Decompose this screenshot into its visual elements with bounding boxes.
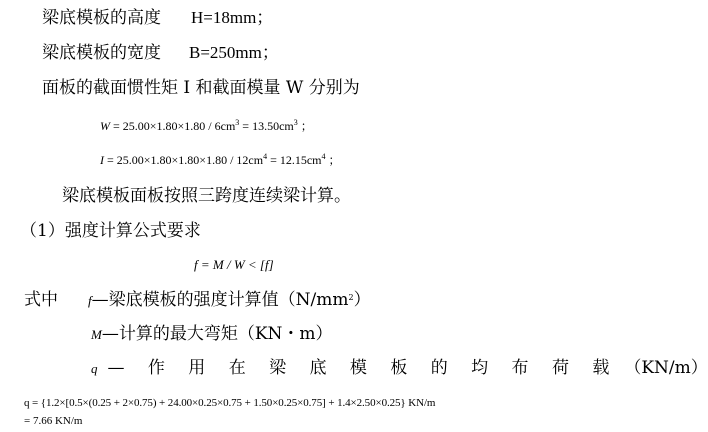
formula-W-res-exp: 3 xyxy=(293,118,298,127)
width-value: B=250mm； xyxy=(189,43,279,62)
where-f-line xyxy=(24,290,371,311)
q-formula-line1: q = {1.2×[0.5×(0.25 + 2×0.75) + 24.00×0.25×0.75 + 1.50×0.25×0.75] + 1.4×2.50×0.25} KN/m xyxy=(24,397,436,409)
f-desc-end: ） xyxy=(353,290,371,310)
f-desc-sup: 2 xyxy=(348,293,354,302)
strength-formula: f = M / W < [f] xyxy=(194,257,274,272)
formula-W xyxy=(100,119,313,133)
M-symbol: M xyxy=(91,327,102,342)
where-label: 式中 xyxy=(24,290,58,310)
q-desc: — 作 用 在 梁 底 模 板 的 均 布 荷 载 xyxy=(107,358,619,378)
f-symbol: f xyxy=(88,293,92,308)
where-M-line xyxy=(91,324,333,345)
inertia-intro: 面板的截面惯性矩 I 和截面模量 W 分别为 xyxy=(42,78,360,98)
formula-I-res: = 12.15cm xyxy=(270,153,322,167)
q-symbol: q xyxy=(91,361,98,376)
q-formula-line2: = 7.66 KN/m xyxy=(24,415,83,427)
M-desc: —计算的最大弯矩（KN・m） xyxy=(101,324,333,344)
formula-I xyxy=(100,153,341,167)
width-line xyxy=(42,43,279,63)
height-value: H=18mm； xyxy=(191,8,274,27)
formula-W-lhs: W xyxy=(100,119,110,133)
formula-I-end: ； xyxy=(328,153,341,167)
height-line xyxy=(42,8,273,28)
beam-calc-line: 梁底模板面板按照三跨度连续梁计算。 xyxy=(62,186,351,206)
formula-I-lhs: I xyxy=(100,153,104,167)
f-desc: —梁底模板的强度计算值（N/mm xyxy=(91,290,349,310)
formula-W-res: = 13.50cm xyxy=(242,119,294,133)
formula-I-rhs: = 25.00×1.80×1.80×1.80 / 12cm xyxy=(107,153,264,167)
where-q-line xyxy=(91,358,708,379)
height-label: 梁底模板的高度 xyxy=(42,8,161,28)
formula-W-exp: 3 xyxy=(235,118,240,127)
q-unit: （KN/m） xyxy=(624,358,708,378)
width-label: 梁底模板的宽度 xyxy=(42,43,161,63)
formula-W-end: ； xyxy=(300,119,313,133)
formula-I-exp: 4 xyxy=(263,152,268,161)
strength-heading: （1）强度计算公式要求 xyxy=(20,221,201,241)
formula-W-rhs: = 25.00×1.80×1.80 / 6cm xyxy=(113,119,236,133)
formula-I-res-exp: 4 xyxy=(321,152,326,161)
